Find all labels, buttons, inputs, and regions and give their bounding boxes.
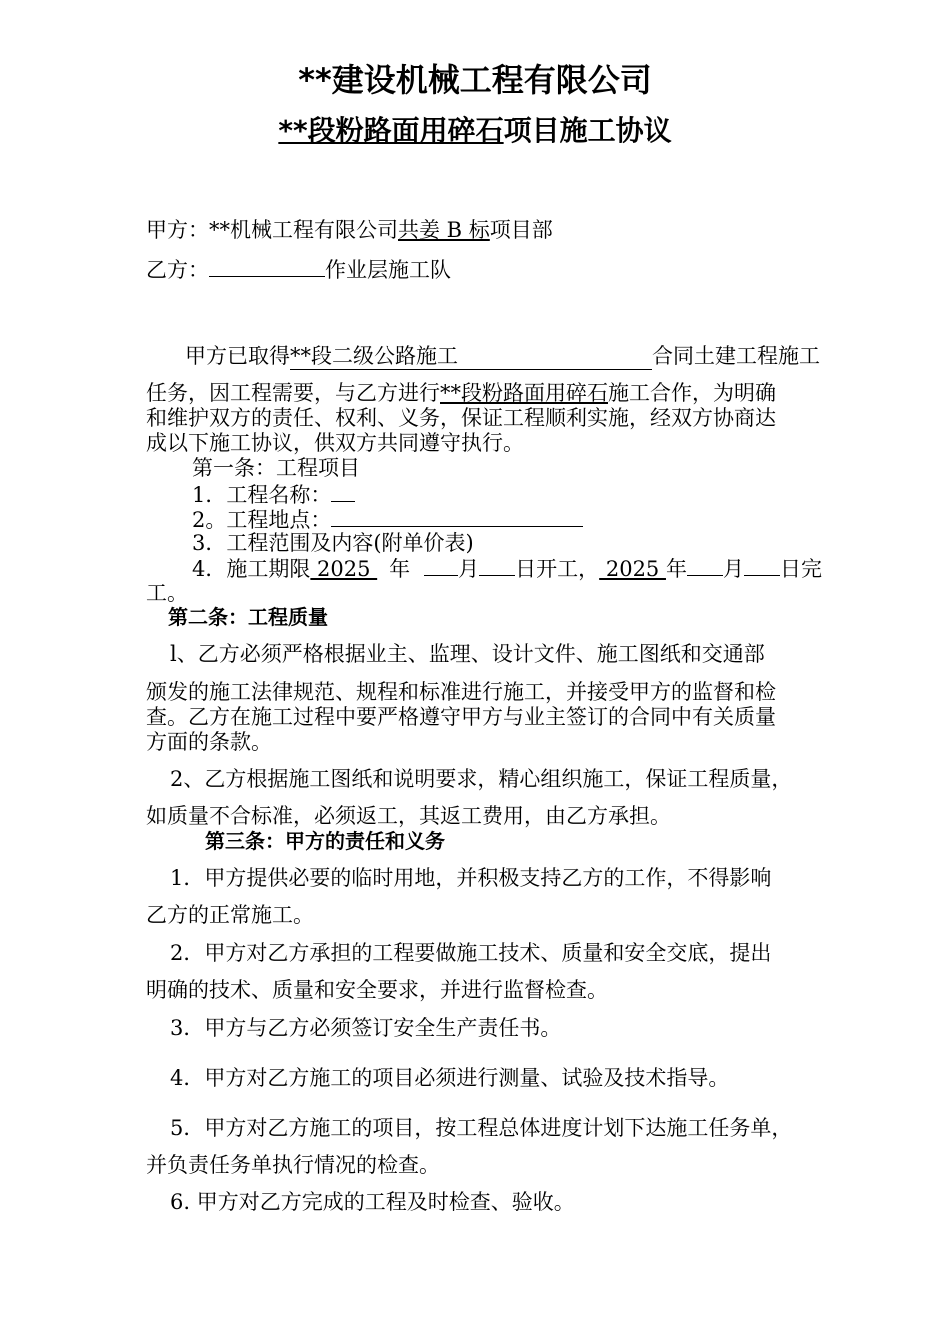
article3-i2-l2: 明确的技术、质量和安全要求，并进行监督检查。	[146, 978, 608, 1002]
period-label: 4．施工期限	[192, 557, 311, 581]
intro-l1-prefix: 甲方已取得	[185, 344, 290, 368]
intro-line-1	[185, 343, 820, 370]
project-title-underlined: **段粉路面用碎石	[278, 114, 504, 147]
party-a-prefix: 甲方：**机械工程有限公司	[146, 218, 398, 242]
article3-i5-l1: 5．甲方对乙方施工的项目，按工程总体进度计划下达施工任务单，	[170, 1116, 793, 1140]
intro-l2-underlined: **段粉路面用碎石	[440, 381, 608, 405]
article3-i1-l2: 乙方的正常施工。	[146, 903, 314, 927]
end-year-unit: 年	[665, 557, 687, 581]
article3-i3: 3．甲方与乙方必须签订安全生产责任书。	[170, 1016, 562, 1040]
intro-line-4: 成以下施工协议，供双方共同遵守执行。	[146, 431, 524, 455]
project-location-blank	[331, 506, 583, 527]
start-month-unit: 月	[458, 557, 480, 581]
article1-item4-cont: 工。	[146, 581, 188, 605]
article3-i5-l2: 并负责任务单执行情况的检查。	[146, 1153, 440, 1177]
article2-p2-l2: 如质量不合标准，必须返工，其返工费用，由乙方承担。	[146, 804, 671, 828]
party-b-blank	[209, 256, 325, 277]
party-b-suffix: 作业层施工队	[325, 258, 451, 282]
intro-l1-underlined: **段二级公路施工	[290, 343, 652, 370]
intro-line-3: 和维护双方的责任、权利、义务，保证工程顺利实施，经双方协商达	[146, 406, 776, 430]
article2-p1-l3: 查。乙方在施工过程中要严格遵守甲方与业主签订的合同中有关质量	[146, 705, 776, 729]
party-a-project: 共姜 B 标	[398, 218, 490, 242]
start-day-unit: 日开工，	[515, 557, 600, 581]
article2-heading: 第二条：工程质量	[168, 605, 328, 629]
article1-item2	[192, 506, 583, 533]
article3-i4: 4．甲方对乙方施工的项目必须进行测量、试验及技术指导。	[170, 1066, 730, 1090]
project-title	[0, 110, 950, 152]
article2-p1-l4: 方面的条款。	[146, 730, 272, 754]
start-month-blank	[424, 555, 458, 576]
article2-p1-l1: l、乙方必须严格根据业主、监理、设计文件、施工图纸和交通部	[170, 642, 765, 666]
intro-l2-prefix: 任务，因工程需要，与乙方进行	[146, 381, 440, 405]
end-day-blank	[744, 555, 780, 576]
end-day-unit: 日完	[779, 557, 822, 581]
party-b-prefix: 乙方：	[146, 258, 209, 282]
end-month-unit: 月	[722, 557, 744, 581]
article3-i1-l1: 1．甲方提供必要的临时用地，并积极支持乙方的工作，不得影响	[170, 866, 772, 890]
start-year-unit: 年	[389, 557, 411, 581]
article2-p1-l2: 颁发的施工法律规范、规程和标准进行施工，并接受甲方的监督和检	[146, 680, 776, 704]
intro-l2-suffix: 施工合作，为明确	[608, 381, 776, 405]
project-location-label: 2。工程地点：	[192, 508, 332, 532]
end-month-blank	[687, 555, 723, 576]
project-title-rest: 项目施工协议	[503, 114, 672, 147]
party-a-suffix: 项目部	[489, 218, 553, 242]
company-title: **建设机械工程有限公司	[298, 61, 652, 99]
article3-i2-l1: 2．甲方对乙方承担的工程要做施工技术、质量和安全交底，提出	[170, 941, 772, 965]
article1-item3: 3．工程范围及内容(附单价表)	[192, 531, 474, 555]
article1-item1	[192, 481, 355, 508]
intro-l1-suffix: 合同土建工程施工	[652, 344, 820, 368]
article2-p2-l1: 2、乙方根据施工图纸和说明要求，精心组织施工，保证工程质量，	[170, 767, 793, 791]
start-day-blank	[479, 555, 515, 576]
start-year: 2025	[310, 557, 378, 581]
article3-i6: 6. 甲方对乙方完成的工程及时检查、验收。	[170, 1190, 575, 1214]
article3-heading: 第三条：甲方的责任和义务	[205, 829, 445, 853]
party-a-line	[146, 217, 553, 243]
project-name-blank	[331, 481, 355, 502]
article1-item4	[192, 555, 822, 582]
end-year: 2025	[599, 557, 666, 581]
project-name-label: 1．工程名称：	[192, 483, 332, 507]
party-b-line	[146, 256, 451, 283]
intro-line-2	[146, 380, 776, 406]
article1-heading: 第一条：工程项目	[192, 456, 360, 480]
